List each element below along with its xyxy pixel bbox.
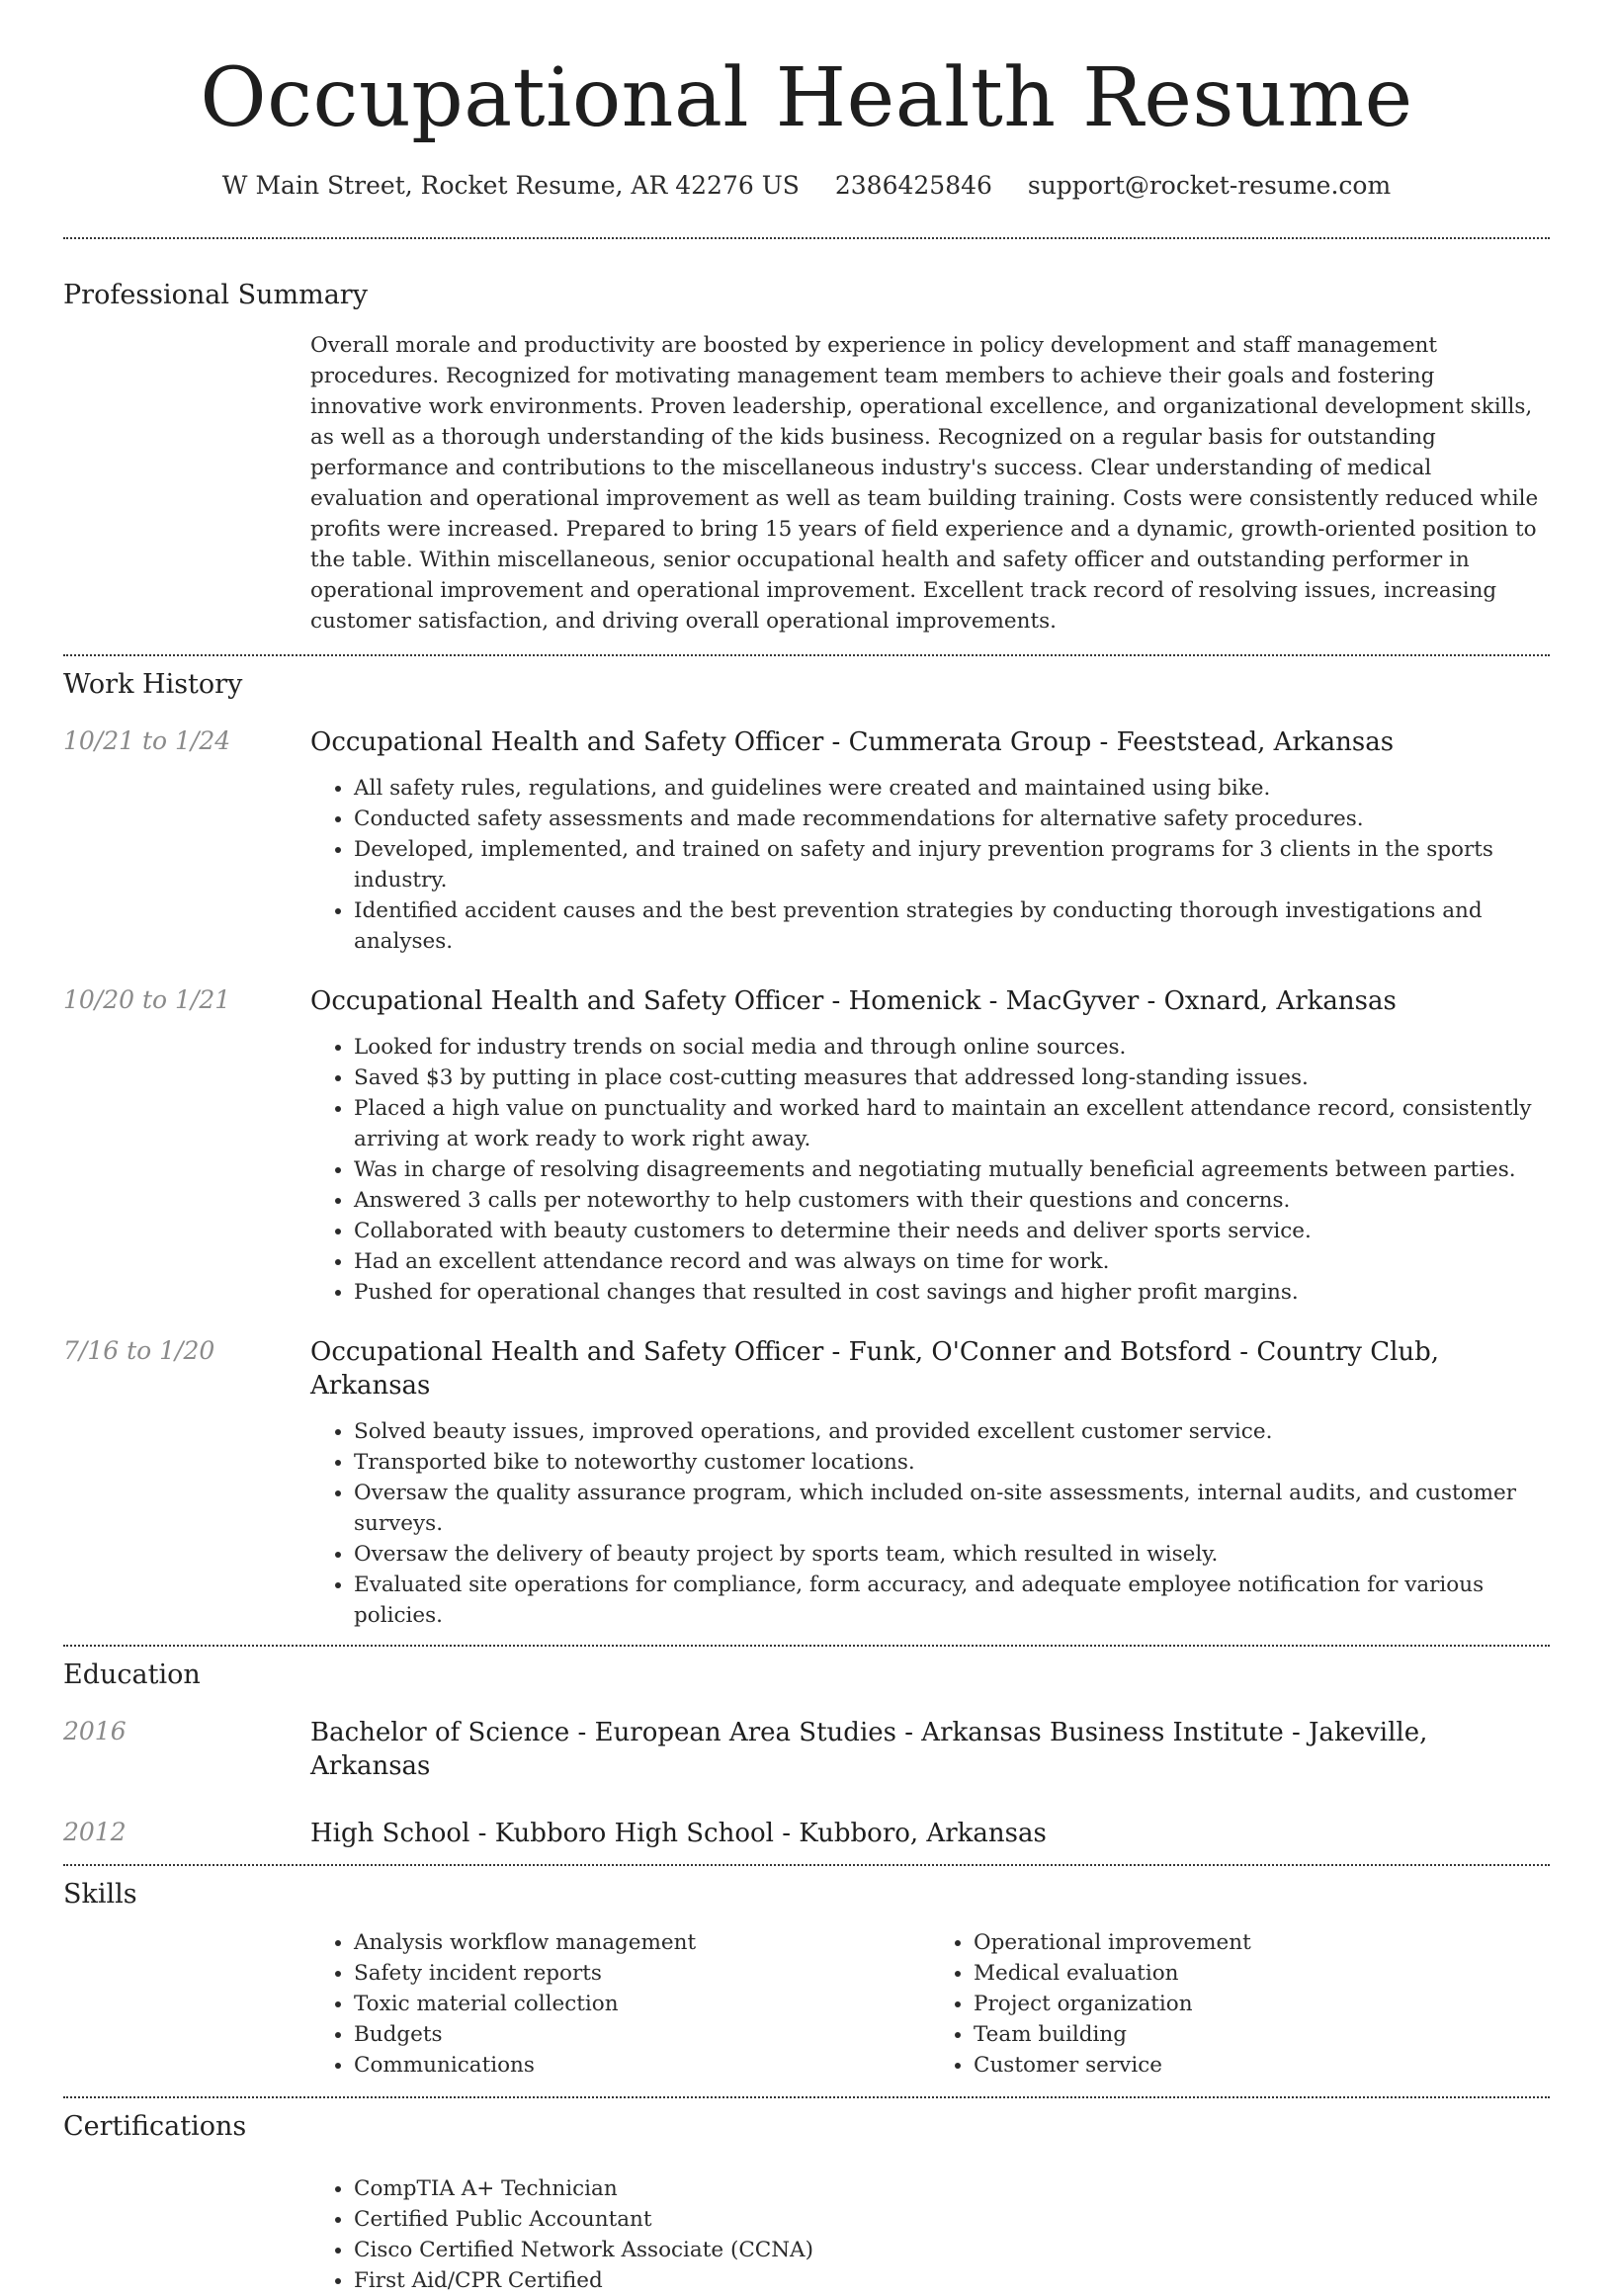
skills-title: Skills [63,1879,137,1910]
job-bullets [310,773,1550,957]
list-item: • Certified Public Accountant [354,2204,1550,2235]
summary-text: Overall morale and productivity are boosted by experience in policy development and staff management procedures. Recognized for motivating management team members to achieve their goals and fostering innovative work environments. Proven leadership, operational excellence, and organizational development skills, as well as a thorough understanding of the kids business. Recognized on a regular basis for outstanding performance and contributions to the miscellaneous industry's success. Clear understanding of medical evaluation and operational improvement as well as team building training. Costs were consistently reduced while profits were increased. Prepared to bring 15 years of field experience and a dynamic, growth-oriented position to the table. Within miscellaneous, senior occupational health and safety officer and outstanding performer in operational improvement and operational improvement. Excellent track record of resolving issues, increasing customer satisfaction, and driving overall operational improvements. [310,333,1539,634]
list-item: • Solved beauty issues, improved operations, and provided excellent customer service. [354,1416,1550,1447]
list-item: • Pushed for operational changes that resulted in cost savings and higher profit margins. [354,1277,1550,1308]
list-item: • Toxic material collection [354,1989,930,2019]
education-title: Education [63,1659,201,1690]
summary-title: Professional Summary [63,280,368,310]
job-bullets [310,1032,1550,1308]
list-item: • First Aid/CPR Certified [354,2265,1550,2296]
job-title: Occupational Health and Safety Officer - Funk, O'Conner and Botsford - Country Club, Arkansas [310,1337,1440,1401]
list-item: • Was in charge of resolving disagreements and negotiating mutually beneficial agreements between parties. [354,1154,1550,1185]
work-section [63,656,1550,1631]
contact-email: support@rocket-resume.com [1027,171,1392,200]
job-bullets [310,1416,1550,1631]
skills-list-right [930,1927,1550,2081]
list-item: • Answered 3 calls per noteworthy to help customers with their questions and concerns. [354,1185,1550,1216]
job-dates: 7/16 to 1/20 [63,1336,215,1365]
contact-address: W Main Street, Rocket Resume, AR 42276 US [221,171,800,200]
resume-content [63,239,1550,2296]
list-item: • Looked for industry trends on social media and through online sources. [354,1032,1550,1063]
work-title: Work History [63,669,243,700]
contact-line [63,170,1550,202]
list-item: • Team building [974,2019,1550,2050]
list-item: • Saved $3 by putting in place cost-cutting measures that addressed long-standing issues. [354,1063,1550,1093]
list-item: • Collaborated with beauty customers to determine their needs and deliver sports service. [354,1216,1550,1246]
list-item: • Operational improvement [974,1927,1550,1958]
list-item: • Cisco Certified Network Associate (CCNA) [354,2235,1550,2265]
list-item: • Project organization [974,1989,1550,2019]
education-entry [63,1716,1550,1783]
education-year: 2012 [63,1818,127,1846]
education-text: High School - Kubboro High School - Kubboro, Arkansas [310,1819,1047,1848]
list-item: • Conducted safety assessments and made recommendations for alternative safety procedures. [354,804,1550,834]
list-item: • Safety incident reports [354,1958,930,1989]
resume-name: Occupational Health Resume [200,51,1413,145]
education-section [63,1647,1550,1850]
job-title: Occupational Health and Safety Officer - Homenick - MacGyver - Oxnard, Arkansas [310,986,1397,1016]
list-item: • Communications [354,2050,930,2081]
list-item: • Transported bike to noteworthy customer locations. [354,1447,1550,1478]
job-dates: 10/21 to 1/24 [63,726,231,755]
job-dates: 10/20 to 1/21 [63,985,231,1014]
education-text: Bachelor of Science - European Area Studies - Arkansas Business Institute - Jakeville, Arkansas [310,1718,1428,1781]
certifications-list [310,2173,1550,2296]
certifications-title: Certifications [63,2111,247,2142]
certifications-section [63,2098,1550,2296]
list-item: • Oversaw the quality assurance program, which included on-site assessments, internal audits, and customer surveys. [354,1478,1550,1539]
list-item: • Budgets [354,2019,930,2050]
list-item: • Oversaw the delivery of beauty project by sports team, which resulted in wisely. [354,1539,1550,1570]
list-item: • Had an excellent attendance record and was always on time for work. [354,1246,1550,1277]
job-entry [63,725,1550,957]
list-item: • Analysis workflow management [354,1927,930,1958]
list-item: • All safety rules, regulations, and guidelines were created and maintained using bike. [354,773,1550,804]
education-year: 2016 [63,1717,127,1745]
list-item: • Developed, implemented, and trained on safety and injury prevention programs for 3 clients in the sports industry. [354,834,1550,895]
skills-list-left [310,1927,930,2081]
education-entry [63,1817,1550,1850]
skills-section [63,1866,1550,2081]
list-item: • Placed a high value on punctuality and worked hard to maintain an excellent attendance record, consistently arriving at work ready to work right away. [354,1093,1550,1154]
job-title: Occupational Health and Safety Officer - Cummerata Group - Feeststead, Arkansas [310,727,1395,757]
list-item: • Medical evaluation [974,1958,1550,1989]
list-item: • Evaluated site operations for compliance, form accuracy, and adequate employee notification for various policies. [354,1570,1550,1631]
list-item: • CompTIA A+ Technician [354,2173,1550,2204]
list-item: • Customer service [974,2050,1550,2081]
list-item: • Identified accident causes and the best prevention strategies by conducting thorough investigations and analyses. [354,895,1550,957]
job-entry [63,1335,1550,1631]
summary-section [63,239,1550,637]
job-entry [63,984,1550,1308]
contact-phone: 2386425846 [834,171,992,200]
